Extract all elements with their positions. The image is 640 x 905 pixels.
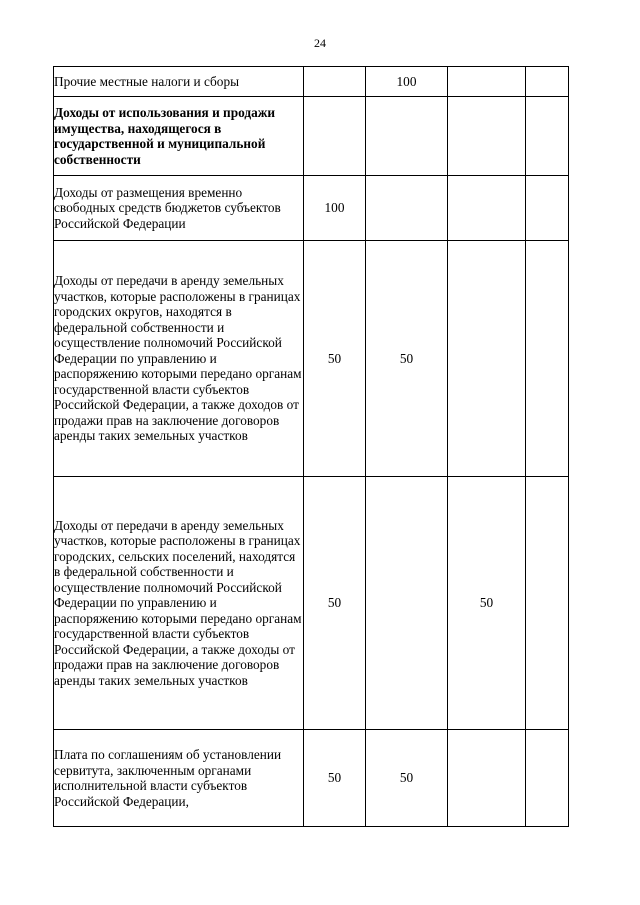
value-cell <box>448 730 526 827</box>
table-row <box>54 97 569 176</box>
value-cell <box>448 176 526 241</box>
value-cell: 100 <box>366 67 448 97</box>
value-cell <box>526 477 569 730</box>
revenue-name-cell: Доходы от использования и продажи имущества, находящегося в государственной и муниципальной собственности <box>54 97 304 176</box>
value-cell <box>526 241 569 477</box>
table-row <box>54 241 569 477</box>
table-row <box>54 176 569 241</box>
value-cell <box>366 176 448 241</box>
value-cell: 50 <box>448 477 526 730</box>
value-cell <box>526 97 569 176</box>
value-cell <box>526 176 569 241</box>
value-cell: 50 <box>366 241 448 477</box>
revenue-distribution-table <box>53 66 569 827</box>
value-cell <box>448 67 526 97</box>
value-cell: 50 <box>304 477 366 730</box>
value-cell <box>366 477 448 730</box>
value-cell <box>366 97 448 176</box>
revenue-name-cell: Доходы от передачи в аренду земельных участков, которые расположены в границах городских округов, находятся в федеральной собственности и осуществление полномочий Российской Федерации по управлению и распоряжению которыми передано органам государственной власти субъектов Российской Федерации, а также доходов от продажи прав на заключение договоров аренды таких земельных участков <box>54 241 304 477</box>
revenue-name-cell: Доходы от передачи в аренду земельных участков, которые расположены в границах городских, сельских поселений, находятся в федеральной собственности и осуществление полномочий Российской Федерации по управлению и распоряжению которыми передано органам государственной власти субъектов Российской Федерации, а также доходы от продажи прав на заключение договоров аренды таких земельных участков <box>54 477 304 730</box>
revenue-name-cell: Плата по соглашениям об установлении сервитута, заключенным органами исполнительной власти субъектов Российской Федерации, <box>54 730 304 827</box>
table-row <box>54 477 569 730</box>
table-row <box>54 67 569 97</box>
value-cell: 100 <box>304 176 366 241</box>
value-cell <box>526 730 569 827</box>
value-cell: 50 <box>366 730 448 827</box>
value-cell: 50 <box>304 730 366 827</box>
table-row <box>54 730 569 827</box>
value-cell <box>448 97 526 176</box>
value-cell <box>304 67 366 97</box>
page-number: 24 <box>314 36 326 50</box>
value-cell <box>304 97 366 176</box>
value-cell <box>526 67 569 97</box>
revenue-name-cell: Прочие местные налоги и сборы <box>54 67 304 97</box>
revenue-name-cell: Доходы от размещения временно свободных средств бюджетов субъектов Российской Федерации <box>54 176 304 241</box>
value-cell: 50 <box>304 241 366 477</box>
value-cell <box>448 241 526 477</box>
